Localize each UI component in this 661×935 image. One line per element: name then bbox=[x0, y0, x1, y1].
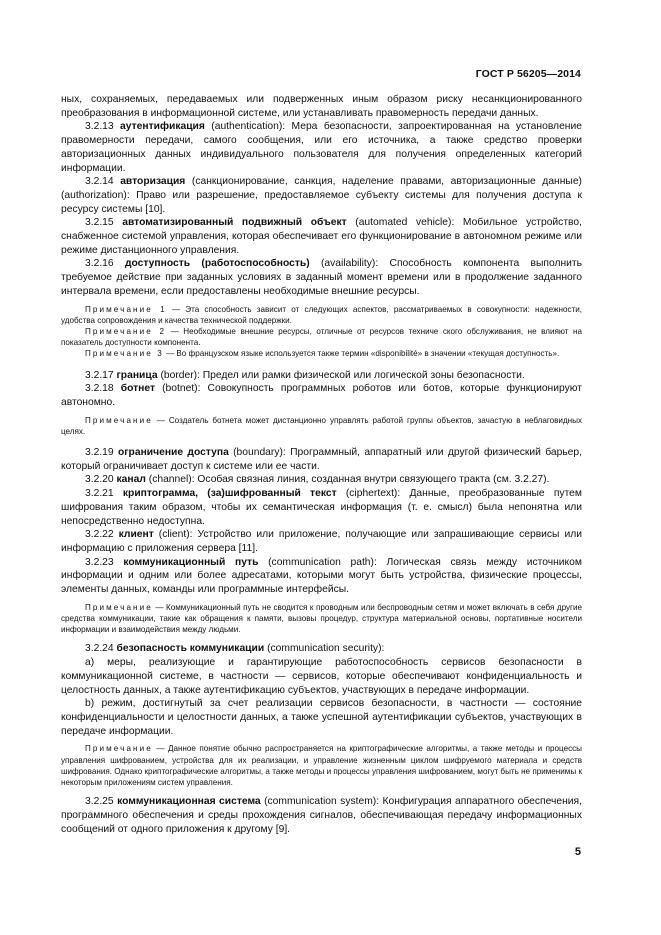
term-name: криптограмма, (за)шифрованный текст bbox=[122, 488, 337, 500]
term-definition: (санкционирование, санкция, наделение правами, авторизационные данные) (authorization): Право или разрешение, предоставляемое субъекту системы для получения доступа к ресурсу системы [10]. bbox=[61, 176, 582, 215]
term-definition: (client): Устройство или приложение, получающие или запрашивающие сервисы или информацию с приложения сервера [11]. bbox=[61, 529, 582, 554]
list-item-a: а) меры, реализующие и гарантирующие работоспособность сервисов безопасности в коммуникационной системе, в частности — сервисов, которые обеспечивают конфиденциальность и целостность данных, а также аутентификацию субъектов, участвующих в передаче информации. bbox=[61, 657, 582, 696]
note: Примечание — Данное понятие обычно распространяется на криптографические алгоритмы, а также методы и процессы управления шифрованием, устройства для их реализации, и управление жизненным циклом шифруемого материала и средств шифрования. Однако криптографические алгоритмы, а также методы и процессы управления шифрованием, могут быть не применимы к некоторым приложениям систем управления. bbox=[61, 744, 582, 787]
term-definition: (availability): Способность компонента выполнить требуемое действие при заданных условиях в заданный момент времени или в продолжение заданного интервала времени, если предоставлены необходимые внешние ресурсы. bbox=[61, 258, 582, 297]
term-3-2-16: 3.2.16 доступность (работоспособность) (availability): Способность компонента выполнить требуемое действие при заданных условиях в заданный момент времени или в продолжение заданного интервала времени, если предоставлены необходимые внешние ресурсы. bbox=[61, 258, 582, 297]
term-name: канал bbox=[116, 474, 146, 486]
term-definition: (border): Предел или рамки физической или логической зоны безопасности. bbox=[160, 369, 525, 381]
term-3-2-17: 3.2.17 граница (border): Предел или рамки физической или логической зоны безопасности. bbox=[85, 369, 525, 381]
note: Примечание — Создатель ботнета может дистанционно управлять работой группы объектов, зачастую в неблаговидных целях. bbox=[61, 415, 582, 436]
term-definition: (communication system): Конфигурация аппаратного обеспечения, программного обеспечения и среды прохождения сигналов, обеспечивающая передачу информационных сообщений от одного приложения к другому [9]. bbox=[61, 796, 582, 835]
term-name: доступность (работоспособность) bbox=[124, 258, 310, 270]
term-3-2-13: 3.2.13 аутентификация (authentication): Мера безопасности, запроектированная на установление правомерности передачи, самого сообщения, или его источника, а также средство проверки авторизационных данных индивидуального пользователя для получения определенных категорий информации. bbox=[61, 121, 582, 174]
term-definition: (communication path): Логическая связь между источником информации и одним или более адресатами, которыми могут быть устройства, физические процессы, элементы данных, команды или программные интерфейсы. bbox=[61, 556, 582, 596]
document-body bbox=[61, 93, 582, 836]
term-definition: (botnet): Совокупность программных роботов или ботов, которые функционируют автономно. bbox=[61, 383, 582, 408]
term-3-2-14: 3.2.14 авторизация (санкционирование, санкция, наделение правами, авторизационные данные) (authorization): Право или разрешение, предоставляемое субъекту системы для получения доступа к ресурсу системы [10]. bbox=[61, 176, 582, 215]
term-3-2-18: 3.2.18 ботнет (botnet): Совокупность программных роботов или ботов, которые функционируют автономно. bbox=[61, 383, 582, 408]
term-name: аутентификация bbox=[120, 121, 205, 133]
term-name: ограничение доступа bbox=[117, 447, 229, 459]
note-3: Примечание 3 — Во французском языке используется также термин «disponibilité» в значении «текущая доступность». bbox=[85, 349, 560, 359]
list-item-b: b) режим, достигнутый за счет реализации сервисов безопасности, в частности — состояние конфиденциальности и целостности данных, а также успешной аутентификации субъектов, участвующих в передаче информации. bbox=[61, 698, 582, 737]
term-definition: (authentication): Мера безопасности, запроектированная на установление правомерности передачи, самого сообщения, или его источника, а также средство проверки авторизационных данных индивидуального пользователя для получения определенных категорий информации. bbox=[61, 121, 582, 174]
term-3-2-22: 3.2.22 клиент (client): Устройство или приложение, получающие или запрашивающие сервисы или информацию с приложения сервера [11]. bbox=[61, 529, 582, 554]
term-name: безопасность коммуникации bbox=[116, 643, 265, 655]
term-name: граница bbox=[116, 369, 158, 381]
document-header: ГОСТ Р 56205—2014 bbox=[475, 68, 581, 80]
term-name: коммуникационная система bbox=[117, 796, 261, 808]
term-name: коммуникационный путь bbox=[123, 556, 259, 568]
term-name: автоматизированный подвижный объект bbox=[122, 217, 347, 229]
term-3-2-24: 3.2.24 безопасность коммуникации (communication security): bbox=[85, 643, 385, 655]
term-3-2-23: 3.2.23 коммуникационный путь (communication path): Логическая связь между источником информации и одним или более адресатами, которыми могут быть устройства, физические процессы, элементы данных, команды или программные интерфейсы. bbox=[61, 556, 582, 596]
term-3-2-15: 3.2.15 автоматизированный подвижный объект (automated vehicle): Мобильное устройство, снабженное системой управления, которая обеспечивает его функционирование в автономном режиме или режиме дистанционного управления. bbox=[61, 217, 582, 256]
term-3-2-20: 3.2.20 канал (channel): Особая связная линия, созданная внутри связующего тракта (см. 3.2.27). bbox=[85, 474, 550, 486]
term-name: авторизация bbox=[120, 176, 186, 188]
term-definition: (ciphertext): Данные, преобразованные путем шифрования таким образом, чтобы их семантическая информация (т. е. смысл) была непонятна или непосредственно недоступна. bbox=[61, 488, 582, 527]
term-definition: (channel): Особая связная линия, созданная внутри связующего тракта (см. 3.2.27). bbox=[148, 474, 550, 486]
term-3-2-25: 3.2.25 коммуникационная система (communication system): Конфигурация аппаратного обеспечения, программного обеспечения и среды прохождения сигналов, обеспечивающая передачу информационных сообщений от одного приложения к другому [9]. bbox=[61, 796, 582, 835]
paragraph-continuation: ных, сохраняемых, передаваемых или подверженных иным образом риску несанкционированного преобразования в информационной системе, или устанавливать правомерность передачи данных. bbox=[61, 94, 582, 119]
term-3-2-21: 3.2.21 криптограмма, (за)шифрованный текст (ciphertext): Данные, преобразованные путем шифрования таким образом, чтобы их семантическая информация (т. е. смысл) была непонятна или непосредственно недоступна. bbox=[61, 488, 582, 527]
note: Примечание — Коммуникационный путь не сводится к проводным или беспроводным сетям и может включать в себя другие средства коммуникации, такие как обращения к памяти, вызовы процедур, структура материальной основы, портативные носители информации и взаимодействия между людьми. bbox=[61, 602, 583, 635]
term-name: клиент bbox=[118, 529, 154, 541]
term-definition: (automated vehicle): Мобильное устройство, снабженное системой управления, которая обеспечивает его функционирование в автономном режиме или режиме дистанционного управления. bbox=[61, 217, 582, 256]
note-2: Примечание 2 — Необходимые внешние ресурсы, отличные от ресурсов техниче ского обслуживания, не влияют на показатель доступности компонента. bbox=[61, 326, 582, 348]
note-1: Примечание 1 — Эта способность зависит от следующих аспектов, рассматриваемых в совокупности: надежности, удобства сопровождения и качества технической поддержки. bbox=[61, 304, 583, 325]
page-number: 5 bbox=[574, 846, 581, 858]
term-name: ботнет bbox=[120, 383, 156, 395]
term-definition: (boundary): Программный, аппаратный или другой физический барьер, который ограничивает доступ к системе или ее части. bbox=[61, 447, 582, 472]
term-definition: (communication security): bbox=[267, 643, 385, 655]
term-3-2-19: 3.2.19 ограничение доступа (boundary): Программный, аппаратный или другой физический барьер, который ограничивает доступ к системе или ее части. bbox=[61, 447, 582, 472]
